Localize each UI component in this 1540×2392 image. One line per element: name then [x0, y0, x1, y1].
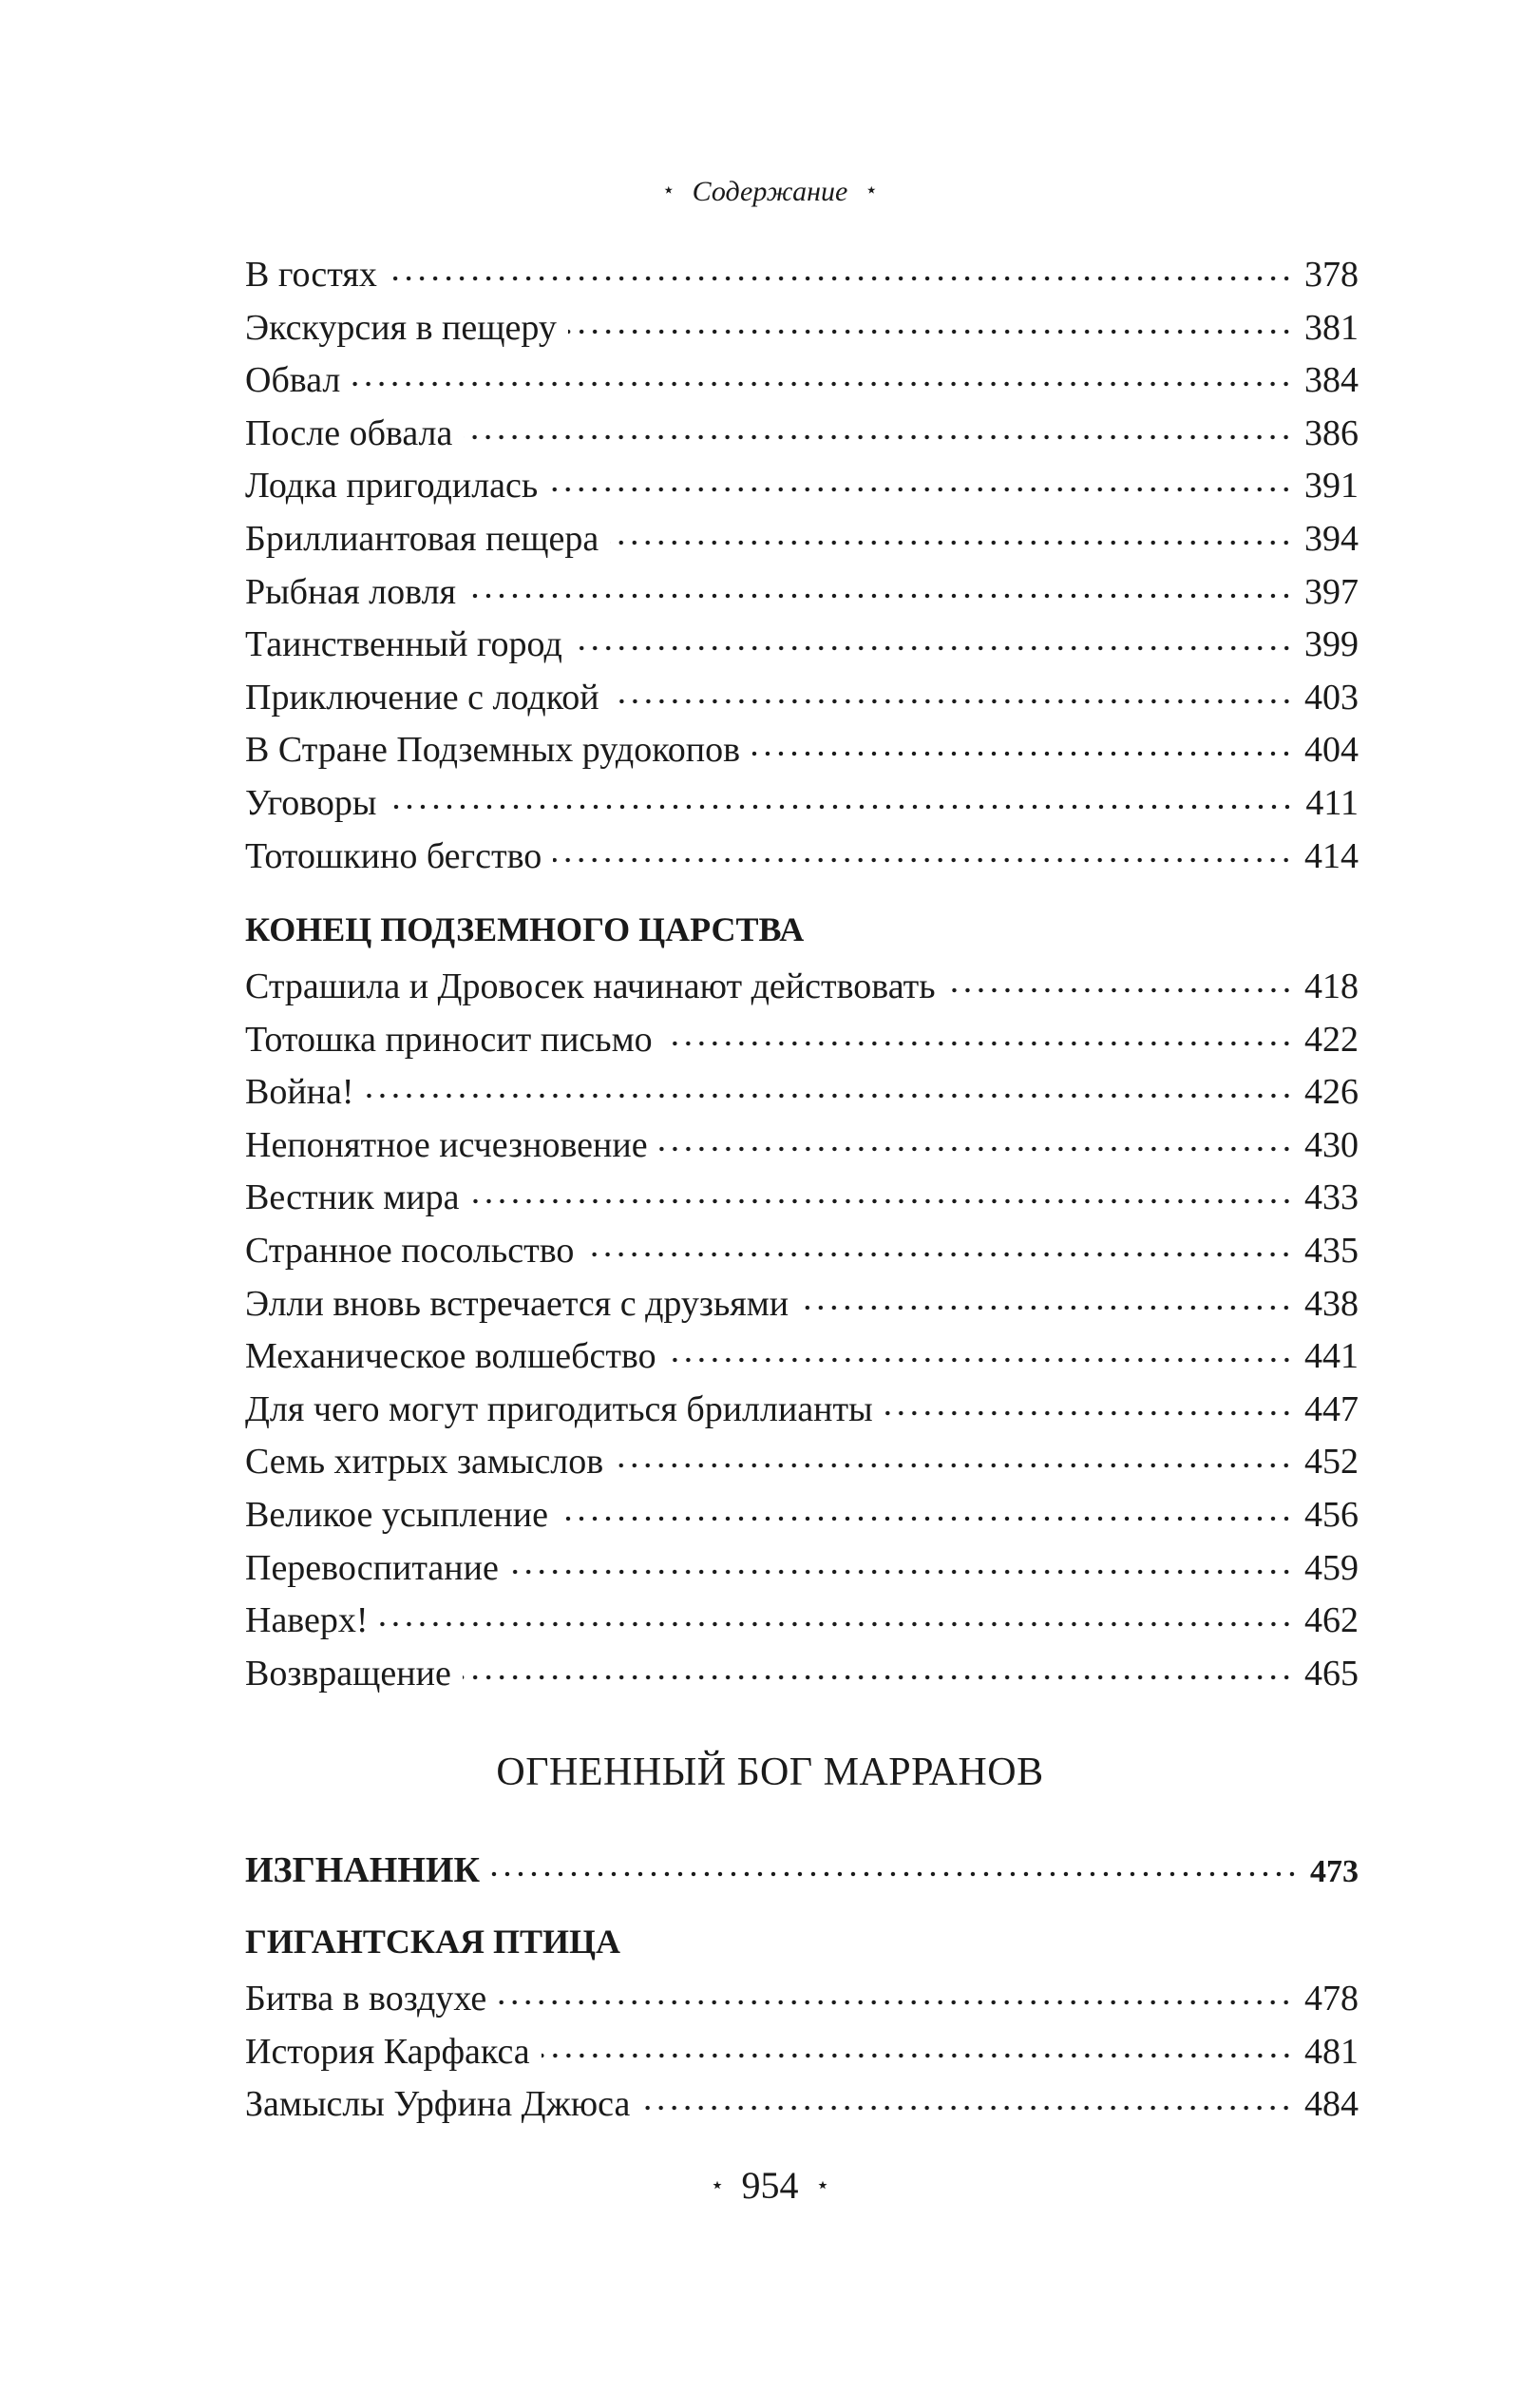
toc-entry: [245, 1542, 1359, 1596]
toc-entry-title: Замыслы Урфина Джюса: [245, 2084, 631, 2125]
toc-entry-title: Для чего могут пригодиться бриллианты: [245, 1388, 873, 1429]
toc-entry-title: Перевоспитание: [245, 1547, 499, 1588]
toc-entry-page: 447: [1304, 1388, 1359, 1429]
toc-entry: [245, 1648, 1359, 1701]
toc-entry-title: Рыбная ловля: [245, 571, 457, 612]
dot-leader: [668, 1354, 1293, 1366]
toc-entry-page: 381: [1304, 307, 1359, 348]
toc-entry-page: 404: [1304, 730, 1359, 771]
dot-leader: [380, 1618, 1293, 1630]
dot-leader: [615, 1460, 1293, 1471]
toc-entry: [245, 619, 1359, 672]
toc-entry: [245, 777, 1359, 831]
toc-entry-page: 403: [1304, 677, 1359, 718]
toc-entry: [245, 961, 1359, 1014]
toc-entry-page: 484: [1304, 2084, 1359, 2125]
toc-entry-title: Битва в воздухе: [245, 1979, 487, 2019]
toc-entry-title: Возвращение: [245, 1653, 451, 1694]
dot-leader: [510, 1566, 1293, 1578]
dot-leader: [467, 590, 1293, 602]
toc-entry-page: 433: [1304, 1177, 1359, 1218]
toc-entry: [245, 460, 1359, 513]
star-icon: ⋆: [815, 2173, 830, 2198]
dot-leader: [574, 642, 1293, 654]
toc-entry-page: 422: [1304, 1019, 1359, 1060]
toc-entry-page: 438: [1304, 1283, 1359, 1324]
toc-entry-page: 441: [1304, 1336, 1359, 1377]
toc-section-3: [245, 1845, 1359, 1898]
dot-leader: [664, 1038, 1293, 1049]
section-heading: ГИГАНТСКАЯ ПТИЦА: [245, 1923, 621, 1961]
toc-entry: [245, 408, 1359, 461]
toc-entry-page: 397: [1304, 571, 1359, 612]
toc-entry: [245, 566, 1359, 620]
toc-entry: [245, 513, 1359, 566]
toc-entry-page: 462: [1304, 1600, 1359, 1641]
running-head: [0, 171, 1540, 215]
toc-entry-title: В Стране Подземных рудокопов: [245, 730, 741, 771]
toc-entry-title: После обвала: [245, 412, 453, 453]
dot-leader: [659, 1143, 1293, 1155]
toc-entry: [245, 1436, 1359, 1489]
dot-leader: [568, 326, 1293, 337]
toc-entry: [245, 1330, 1359, 1384]
toc-entry-title: История Карфакса: [245, 2031, 530, 2072]
toc-entry-page: 386: [1304, 412, 1359, 453]
running-head-title: Содержание: [692, 176, 848, 207]
dot-leader: [352, 378, 1293, 390]
toc-entry-title: Наверх!: [245, 1600, 369, 1641]
toc-entry-title: Приключение с лодкой: [245, 677, 599, 718]
dot-leader: [585, 1249, 1293, 1260]
toc-entry-title: Элли вновь встречается с друзьями: [245, 1283, 789, 1324]
toc-entry-title: Таинственный город: [245, 624, 562, 665]
toc-entry-page: 459: [1304, 1547, 1359, 1588]
star-icon: ⋆: [710, 2173, 725, 2198]
toc-entry-page: 452: [1304, 1442, 1359, 1483]
toc-entry: [245, 2078, 1359, 2132]
toc-entry-page: 435: [1304, 1230, 1359, 1271]
toc-entry-title: Странное посольство: [245, 1230, 575, 1271]
dot-leader: [498, 1997, 1293, 2008]
part-title: ОГНЕННЫЙ БОГ МАРРАНОВ: [496, 1751, 1044, 1794]
page-number: 954: [741, 2164, 799, 2207]
toc-entry: [245, 1278, 1359, 1331]
dot-leader: [549, 484, 1293, 495]
toc-entry-title: ИЗГНАННИК: [245, 1850, 481, 1890]
toc-entry-title: Война!: [245, 1072, 354, 1113]
toc-section-4: [245, 1910, 1359, 2132]
toc-entry-page: 481: [1304, 2031, 1359, 2072]
page-number-footer: [0, 2157, 1540, 2220]
toc-entry-title: Лодка пригодилась: [245, 466, 539, 507]
toc-entry-page: 394: [1304, 518, 1359, 559]
toc-entry: [245, 1119, 1359, 1173]
toc-entry-title: Непонятное исчезновение: [245, 1124, 648, 1165]
dot-leader: [553, 854, 1293, 866]
toc-entry: [245, 672, 1359, 725]
star-icon: ⋆: [865, 178, 879, 201]
toc-entry-title: Тотошка приносит письмо: [245, 1019, 653, 1060]
toc-entry-title: Бриллиантовая пещера: [245, 518, 599, 559]
toc-entry: [245, 1489, 1359, 1542]
toc-entry: [245, 1845, 1359, 1898]
toc-entry-page: 478: [1304, 1979, 1359, 2019]
dot-leader: [641, 2102, 1293, 2114]
toc-entry: [245, 354, 1359, 408]
dot-leader: [542, 2050, 1293, 2061]
toc-entry-page: 418: [1304, 966, 1359, 1006]
toc-entry-title: Вестник мира: [245, 1177, 460, 1218]
toc-entry: [245, 1225, 1359, 1278]
dot-leader: [611, 696, 1293, 707]
toc-entry: [245, 1014, 1359, 1067]
dot-leader: [388, 801, 1294, 813]
toc-entry: [245, 831, 1359, 884]
toc-entry: [245, 1384, 1359, 1437]
toc-entry-page: 411: [1305, 782, 1359, 823]
toc-entry-page: 414: [1304, 835, 1359, 876]
dot-leader: [491, 1868, 1299, 1880]
toc-entry: [245, 1973, 1359, 2026]
toc-entry-page: 430: [1304, 1124, 1359, 1165]
toc-entry-title: Уговоры: [245, 782, 377, 823]
dot-leader: [947, 985, 1293, 996]
toc-entry-title: Страшила и Дровосек начинают действовать: [245, 966, 936, 1006]
toc-entry-title: Великое усыпление: [245, 1494, 548, 1535]
dot-leader: [471, 1196, 1293, 1207]
toc-entry-page: 456: [1304, 1494, 1359, 1535]
toc-entry: [245, 1595, 1359, 1648]
toc-entry-title: Обвал: [245, 360, 341, 401]
toc-entry-title: Экскурсия в пещеру: [245, 307, 557, 348]
toc-entry: [245, 1172, 1359, 1225]
toc-entry-title: Тотошкино бегство: [245, 835, 542, 876]
toc-entry-page: 384: [1304, 360, 1359, 401]
star-icon: ⋆: [661, 178, 675, 201]
dot-leader: [560, 1513, 1293, 1524]
toc-entry-page: 399: [1304, 624, 1359, 665]
toc-section-2: [245, 898, 1359, 1700]
dot-leader: [800, 1302, 1293, 1313]
toc-entry: [245, 2026, 1359, 2079]
section-heading: КОНЕЦ ПОДЗЕМНОГО ЦАРСТВА: [245, 910, 805, 948]
toc-entry-title: В гостях: [245, 255, 377, 295]
toc-entry-title: Механическое волшебство: [245, 1336, 656, 1377]
toc-entry-page: 465: [1304, 1653, 1359, 1694]
toc-entry-page: 473: [1310, 1854, 1359, 1889]
dot-leader: [884, 1407, 1293, 1419]
toc-entry: [245, 302, 1359, 355]
dot-leader: [751, 748, 1293, 759]
toc-entry-title: Семь хитрых замыслов: [245, 1442, 604, 1483]
toc-entry: [245, 1066, 1359, 1119]
toc-entry: [245, 724, 1359, 777]
toc-section-1: [245, 249, 1359, 883]
dot-leader: [464, 431, 1293, 443]
toc-entry-page: 391: [1304, 466, 1359, 507]
dot-leader: [610, 537, 1293, 548]
toc-entry: [245, 249, 1359, 302]
dot-leader: [366, 1090, 1293, 1101]
toc-entry-page: 378: [1304, 255, 1359, 295]
dot-leader: [389, 273, 1293, 284]
toc-entry-page: 426: [1304, 1072, 1359, 1113]
dot-leader: [463, 1672, 1293, 1683]
